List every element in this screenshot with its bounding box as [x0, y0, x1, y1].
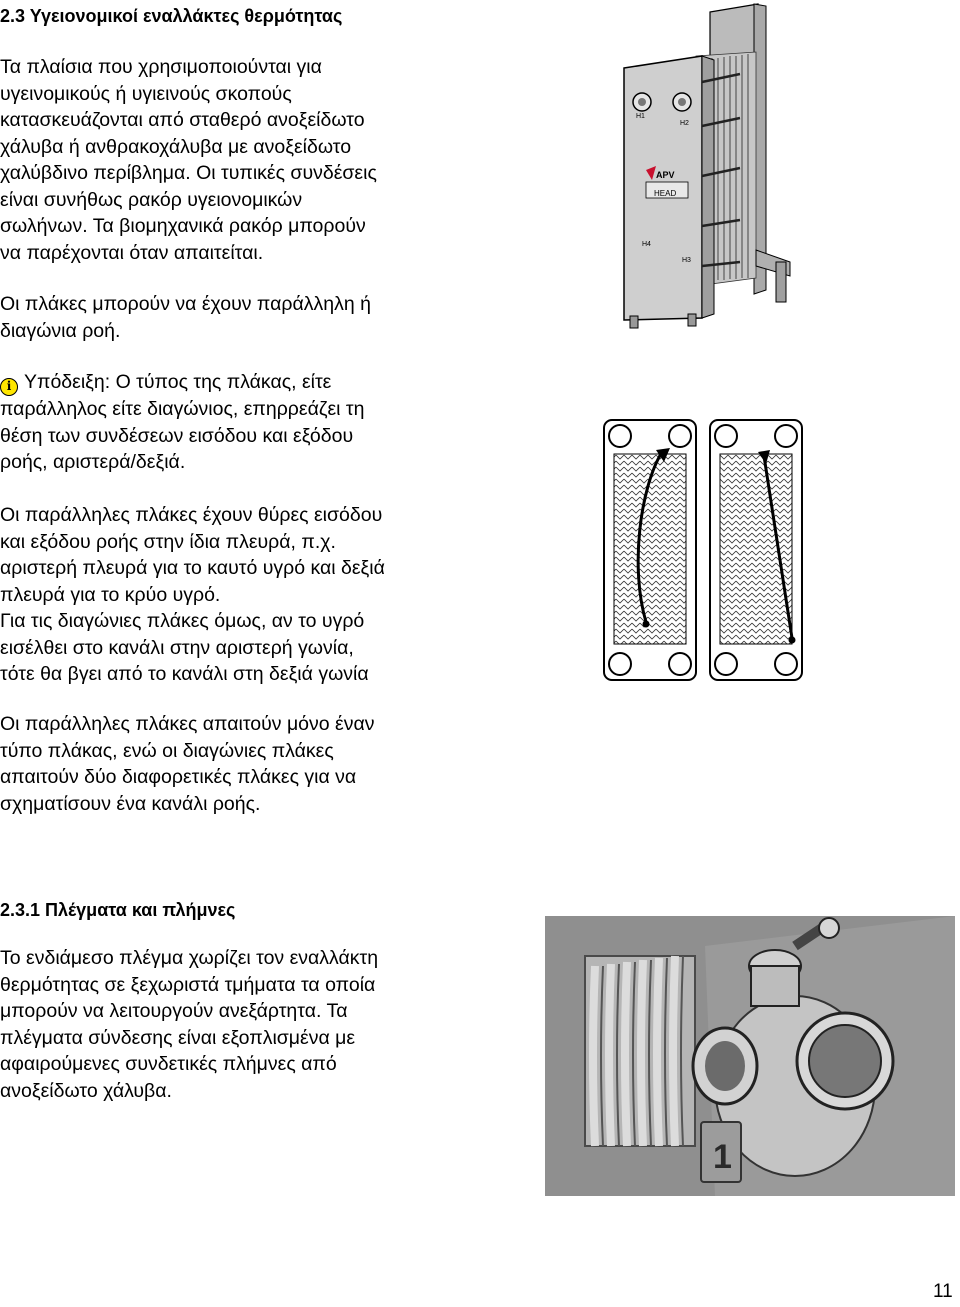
grid-plate-number: 1 — [713, 1138, 732, 1176]
port-label-h2: H2 — [680, 120, 689, 127]
paragraph-plate-flow: Οι πλάκες μπορούν να έχουν παράλληλη ή διαγώνια ροή. — [0, 293, 371, 342]
hint-block — [0, 369, 364, 476]
parallel-plate-diagram — [604, 420, 696, 680]
paragraph-frames: Τα πλαίσια που χρησιμοποιούνται για υγεινομικούς ή υγιεινούς σκοπούς κατασκευάζονται από σταθερό ανοξείδωτο χάλυβα ή ανθρακοχάλυβα με ανοξείδωτο χαλύβδινο περίβλημα. Οι τυπικές συνδέσεις είναι συνήθως ρακόρ υγειονομικών σωλήνων. Τα βιομηχανικά ρακόρ μπορούν να παρέχονται όταν απαιτείται. — [0, 56, 377, 264]
frame-logo: APV — [656, 170, 675, 180]
port-label-h4: H4 — [642, 241, 651, 248]
frame-plate-text: HEAD — [654, 189, 677, 198]
paragraph-grids: Το ενδιάμεσο πλέγμα χωρίζει τον εναλλάκτη θερμότητας σε ξεχωριστά τμήματα τα οποία μπορούν να λειτουργούν ανεξάρτητα. Τα πλέγματα σύνδεσης είναι εξοπλισμένα με αφαιρούμενες συνδετικές πλήμνες από ανοξείδωτο χάλυβα. — [0, 947, 379, 1102]
plate-flow-diagrams-figure — [600, 418, 806, 682]
port-label-h3: H3 — [682, 257, 691, 264]
page-number: 11 — [933, 1281, 953, 1302]
hint-text: Υπόδειξη: Ο τύπος της πλάκας, είτε παράλληλος είτε διαγώνιος, επηρρεάζει τη θέση των συνδέσεων εισόδου και εξόδου ροής, αριστερά/δεξιά. — [0, 371, 365, 473]
section-heading: 2.3 Υγειονομικοί εναλλάκτες θερμότητας — [0, 6, 343, 26]
diagonal-plate-diagram — [710, 420, 802, 680]
heat-exchanger-frame-figure — [590, 0, 806, 330]
port-label-h1: H1 — [636, 113, 645, 120]
connection-grid-figure — [545, 916, 955, 1196]
paragraph-parallel-diagonal: Οι παράλληλες πλάκες έχουν θύρες εισόδου και εξόδου ροής στην ίδια πλευρά, π.χ. αριστερή πλευρά για το καυτό υγρό και δεξιά πλευρά για το κρύο υγρό. Για τις διαγώνιες πλάκες όμως, αν το υγρό εισέλθει στο κανάλι στην αριστερή γωνία, τότε θα βγει από το κανάλι στη δεξιά γωνία — [0, 504, 385, 685]
paragraph-plate-types: Οι παράλληλες πλάκες απαιτούν μόνο έναν τύπο πλάκας, ενώ οι διαγώνιες πλάκες απαιτούν δύο διαφορετικές πλάκες για να σχηματίσουν ένα κανάλι ροής. — [0, 713, 375, 815]
info-icon: i — [0, 378, 18, 396]
subsection-heading: 2.3.1 Πλέγματα και πλήμνες — [0, 900, 236, 920]
